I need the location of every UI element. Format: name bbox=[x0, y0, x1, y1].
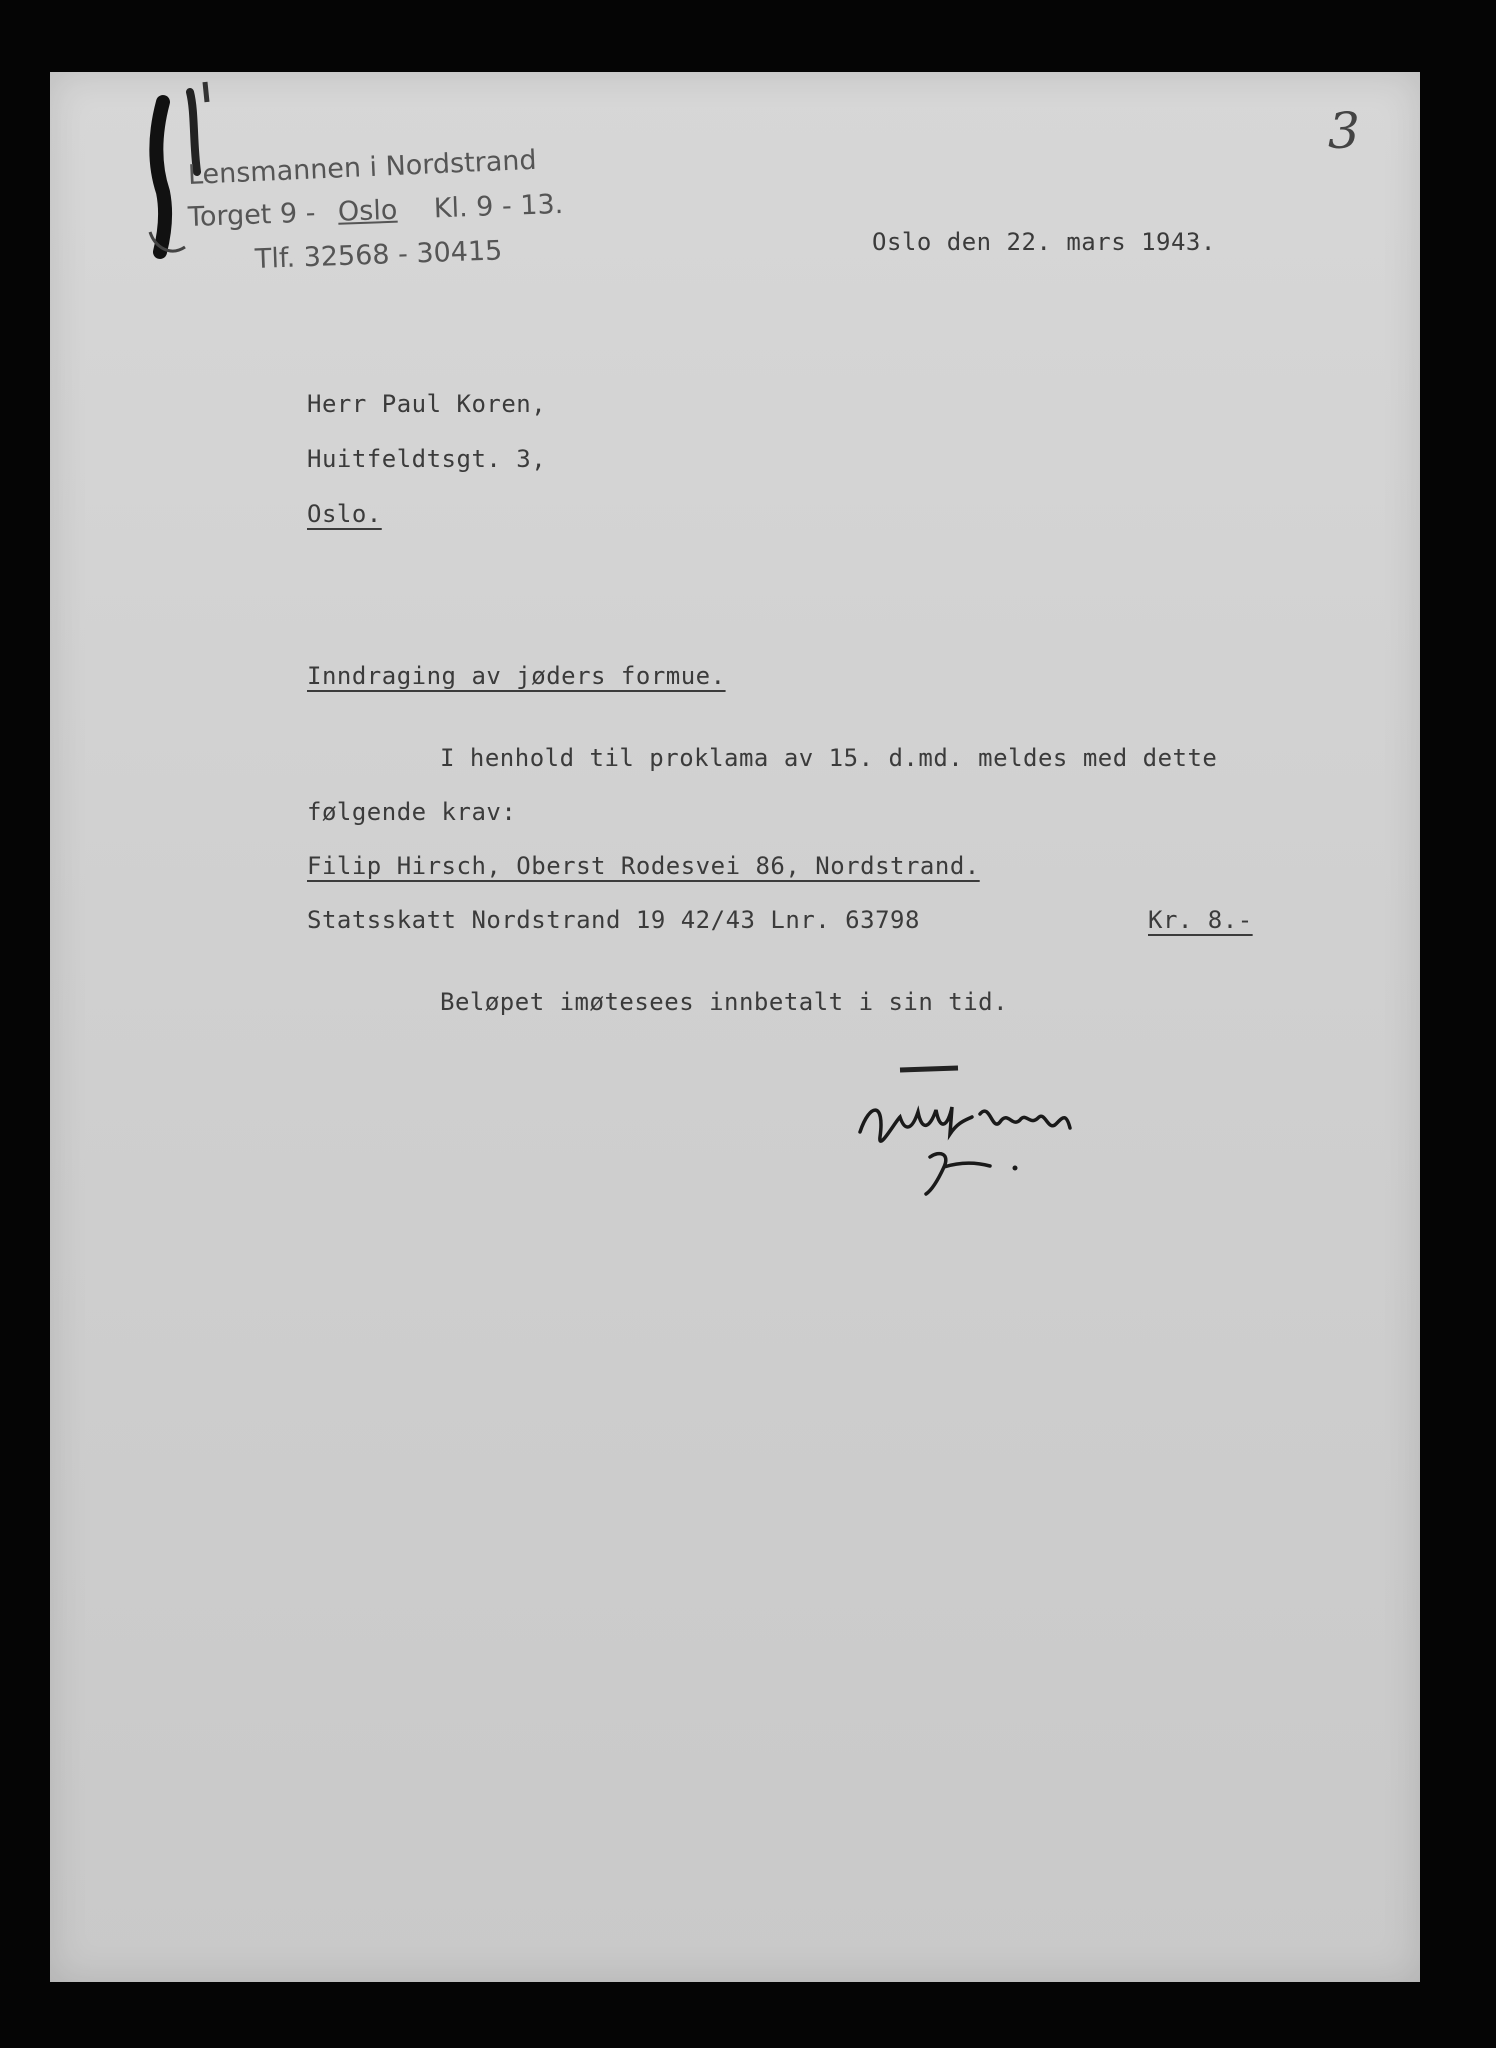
recipient-street: Huitfeldtsgt. 3, bbox=[307, 445, 547, 473]
claim-amount: Kr. 8.- bbox=[1148, 906, 1253, 934]
subject-line: Inndraging av jøders formue. bbox=[307, 662, 726, 690]
closing-line: Beløpet imøtesees innbetalt i sin tid. bbox=[440, 988, 1009, 1016]
recipient-name: Herr Paul Koren, bbox=[307, 390, 547, 418]
body-paragraph-line-2: følgende krav: bbox=[307, 798, 517, 826]
stamp-office-name: Lensmannen i Nordstrand bbox=[187, 144, 538, 191]
letter-page bbox=[50, 72, 1420, 1982]
body-paragraph-line-1: I henhold til proklama av 15. d.md. meldes med dette bbox=[440, 744, 1218, 772]
recipient-city: Oslo. bbox=[307, 500, 382, 528]
stamp-hours: Kl. 9 - 13. bbox=[433, 188, 564, 225]
page-number: 3 bbox=[1328, 102, 1360, 160]
stamp-phone: Tlf. 32568 - 30415 bbox=[254, 235, 503, 275]
signature bbox=[840, 1062, 1100, 1202]
stamp-street: Torget 9 - bbox=[187, 197, 316, 233]
debtor-line: Filip Hirsch, Oberst Rodesvei 86, Nordstrand. bbox=[307, 852, 980, 880]
stamp-city: Oslo bbox=[337, 194, 398, 228]
claim-description: Statsskatt Nordstrand 19 42/43 Lnr. 63798 bbox=[307, 906, 920, 934]
date-line: Oslo den 22. mars 1943. bbox=[872, 228, 1216, 256]
